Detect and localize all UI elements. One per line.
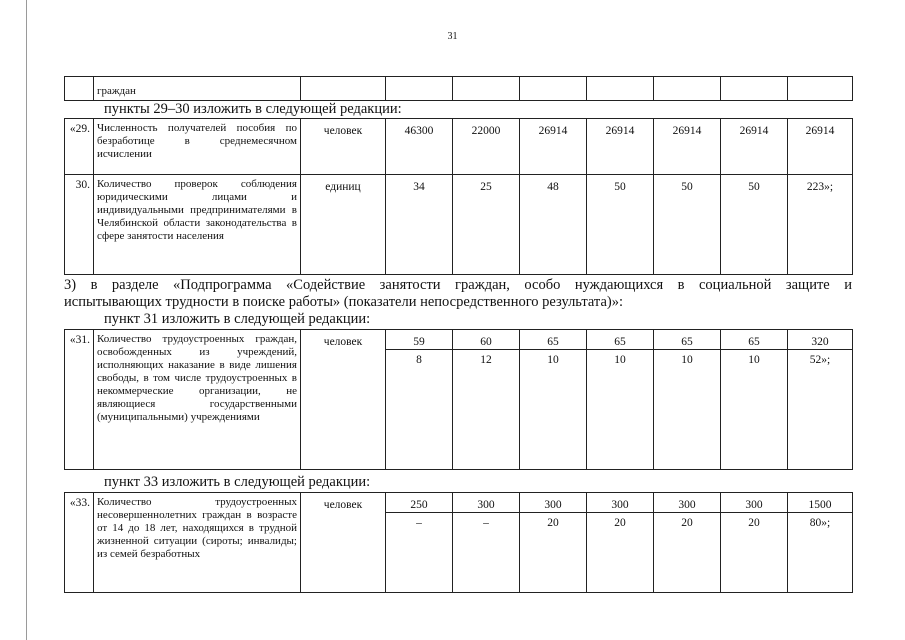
value-cell: 50 — [587, 175, 654, 275]
row-number: «31. — [65, 330, 94, 470]
value-cell: 48 — [520, 175, 587, 275]
value-cell: 59 8 — [386, 330, 453, 470]
value-cell: 300 20 — [654, 493, 721, 593]
value-cell: 223»; — [788, 175, 853, 275]
value-cell: 320 52»; — [788, 330, 853, 470]
table-point-31 — [64, 329, 853, 470]
heading-point-33: пункт 33 изложить в следующей редакции: — [104, 474, 371, 490]
unit-cell: единиц — [301, 175, 386, 275]
indicator-name: Количество проверок соблюдения юридическими лицами и индивидуальными предпринимателями в Челябинской области законодательства в сфере занятости населения — [94, 175, 301, 275]
value-cell: 26914 — [721, 119, 788, 175]
value-cell: 50 — [721, 175, 788, 275]
value-cell: 1500 80»; — [788, 493, 853, 593]
value-cell: 22000 — [453, 119, 520, 175]
table-row — [65, 175, 853, 275]
value-cell: 300 20 — [587, 493, 654, 593]
unit-cell: человек — [301, 330, 386, 470]
value-cell: 65 10 — [587, 330, 654, 470]
table-row — [65, 330, 853, 470]
row-number: «33. — [65, 493, 94, 593]
row-number: «29. — [65, 119, 94, 175]
value-cell: 34 — [386, 175, 453, 275]
value-cell: 60 12 — [453, 330, 520, 470]
indicator-name: Численность получателей пособия по безработице в среднемесячном исчислении — [94, 119, 301, 175]
value-cell: 26914 — [788, 119, 853, 175]
value-cell: 65 10 — [721, 330, 788, 470]
value-cell: 26914 — [587, 119, 654, 175]
table-row — [65, 493, 853, 593]
table-fragment-top — [64, 76, 853, 101]
section-3-line-2: испытывающих трудности в поиске работы» (показатели непосредственного результата)»: — [64, 294, 623, 310]
indicator-name: Количество трудоустроенных несовершеннолетних граждан в возрасте от 14 до 18 лет, находящихся в трудной жизненной ситуации (сироты; инвалиды; из семей безработных — [94, 493, 301, 593]
cell-name: граждан — [94, 77, 301, 101]
value-cell: 300 – — [453, 493, 520, 593]
value-cell: 65 10 — [654, 330, 721, 470]
value-cell: 65 10 — [520, 330, 587, 470]
section-3-line-1: 3) в разделе «Подпрограмма «Содействие занятости граждан, особо нуждающихся в социальной защите и — [64, 277, 852, 293]
unit-cell: человек — [301, 493, 386, 593]
table-row — [65, 119, 853, 175]
table-point-33 — [64, 492, 853, 593]
value-cell: 250 – — [386, 493, 453, 593]
unit-cell: человек — [301, 119, 386, 175]
heading-points-29-30: пункты 29–30 изложить в следующей редакции: — [104, 101, 402, 117]
value-cell: 46300 — [386, 119, 453, 175]
heading-point-31: пункт 31 изложить в следующей редакции: — [104, 311, 371, 327]
cell-num — [65, 77, 94, 101]
value-cell: 25 — [453, 175, 520, 275]
value-cell: 26914 — [520, 119, 587, 175]
value-cell: 50 — [654, 175, 721, 275]
table-points-29-30 — [64, 118, 853, 275]
value-cell: 26914 — [654, 119, 721, 175]
table-row — [65, 77, 853, 101]
value-cell: 300 20 — [520, 493, 587, 593]
indicator-name: Количество трудоустроенных граждан, освобожденных из учреждений, исполняющих наказание в виде лишения свободы, в том числе трудоустроенных в некоммерческие организации, не являющиеся государственными (муниципальными) учреждениями — [94, 330, 301, 470]
scan-edge-line — [26, 0, 27, 640]
page-number: 31 — [447, 31, 458, 42]
row-number: 30. — [65, 175, 94, 275]
value-cell: 300 20 — [721, 493, 788, 593]
